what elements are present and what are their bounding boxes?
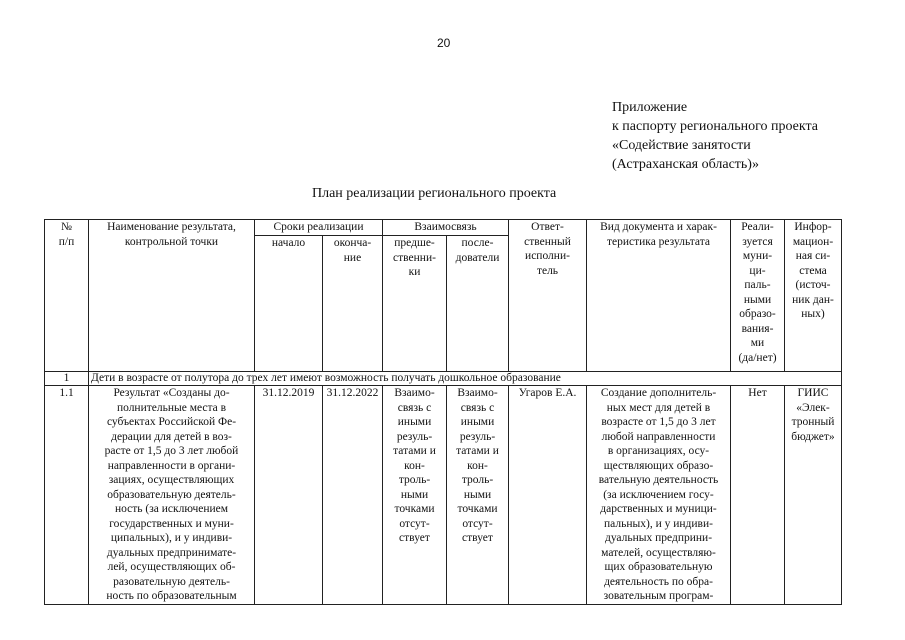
text-line: п/п [58, 235, 75, 248]
header-relation: Взаимосвязь [383, 220, 509, 236]
header-row [45, 220, 842, 236]
text-line: связь с [460, 401, 495, 414]
text-line: Реали- [741, 221, 774, 233]
text-line: щих образовательную [604, 561, 713, 573]
text-line: ность (за исключением [114, 503, 229, 515]
text-line: после- [461, 237, 494, 249]
text-line: ник дан- [792, 293, 834, 306]
text-line: ность по образовательным [106, 590, 237, 602]
text-line: ными [400, 488, 429, 501]
row-successors [447, 386, 509, 605]
text-line: мателей, осуществляю- [601, 546, 716, 559]
text-line: иными [460, 416, 495, 428]
text-line: дуальных предпринимате- [106, 546, 237, 559]
text-line: дерации для детей в воз- [111, 430, 232, 443]
row-predecessors [383, 386, 447, 605]
text-line: исполни- [525, 250, 570, 262]
text-line: образовательную деятель- [107, 488, 236, 501]
text-line: образо- [739, 308, 776, 320]
text-line: ственный [524, 235, 571, 248]
text-line: зуется [742, 235, 773, 248]
text-line: муни- [742, 250, 773, 262]
text-line: бюджет» [791, 430, 835, 443]
group-num: 1 [45, 372, 89, 386]
text-line: кон- [404, 459, 425, 472]
group-text: Дети в возрасте от полутора до трех лет имеют возможность получать дошкольное образование [89, 372, 842, 386]
text-line: мацион- [792, 235, 834, 248]
text-line: Вид документа и харак- [600, 221, 717, 233]
text-line: точками [394, 503, 435, 515]
appendix-caption [612, 98, 818, 174]
row-info-system [785, 386, 842, 605]
text-line: стема [799, 264, 827, 277]
text-line: субъектах Российской Фе- [106, 416, 237, 428]
header-doc-type [587, 220, 731, 372]
text-line: расте от 1,5 до 3 лет любой [104, 445, 239, 457]
header-end [323, 236, 383, 372]
text-line: дователи [455, 251, 500, 264]
text-line: зовательным програм- [603, 590, 714, 602]
text-line: пальных), и у индиви- [604, 517, 713, 530]
text-line: оконча- [333, 237, 372, 249]
text-line: полнительные места в [116, 401, 227, 414]
table-row [45, 386, 842, 605]
text-line: отсут- [462, 517, 493, 530]
text-line: Взаимо- [457, 387, 498, 399]
text-line: отсут- [399, 517, 430, 530]
text-line: татами и [456, 445, 499, 457]
row-responsible: Угаров Е.А. [509, 386, 587, 605]
header-start: начало [255, 236, 323, 372]
text-line: ственни- [393, 251, 436, 264]
text-line: Создание дополнитель- [600, 387, 717, 399]
text-line: разовательную деятель- [113, 575, 230, 588]
text-line: любой направленности [601, 430, 716, 443]
text-line: ци- [749, 264, 766, 277]
text-line: ными [743, 293, 772, 306]
row-municipal: Нет [731, 386, 785, 605]
text-line: Результат «Созданы до- [113, 387, 230, 399]
text-line: контрольной точки [124, 235, 219, 248]
text-line: государственных и муни- [109, 517, 234, 530]
text-line: ципальных), и у индиви- [110, 532, 233, 544]
text-line: ствует [462, 532, 493, 544]
header-successors [447, 236, 509, 372]
text-line: дуальных предприни- [604, 532, 713, 544]
text-line: деятельность по обра- [604, 575, 713, 588]
text-line: предше- [394, 237, 435, 249]
header-responsible [509, 220, 587, 372]
header-timing: Сроки реализации [255, 220, 383, 236]
text-line: Взаимо- [394, 387, 435, 399]
text-line: возрасте от 1,5 до 3 лет [601, 416, 716, 428]
header-municipal [731, 220, 785, 372]
text-line: «Элек- [796, 401, 830, 414]
text-line: направленности в органи- [107, 459, 236, 472]
text-line: тронный [791, 416, 835, 428]
row-num: 1.1 [45, 386, 89, 605]
text-line: лей, осуществляющих об- [107, 561, 236, 573]
header-info-system [785, 220, 842, 372]
text-line: № [61, 221, 72, 233]
plan-title: План реализации регионального проекта [312, 186, 557, 201]
text-line: ными [463, 488, 492, 501]
appendix-line: (Астраханская область)» [612, 157, 759, 172]
text-line: ных) [801, 308, 825, 320]
text-line: вания- [741, 322, 774, 335]
text-line: (за исключением госу- [603, 488, 714, 501]
text-line: троль- [461, 474, 494, 486]
text-line: зациях, осуществляющих [108, 474, 235, 486]
text-line: ки [408, 266, 421, 278]
text-line: Ответ- [531, 221, 564, 233]
text-line: вательную деятельность [598, 474, 719, 486]
text-line: троль- [398, 474, 431, 486]
text-line: ми [750, 337, 765, 349]
text-line: тель [536, 264, 559, 277]
row-start: 31.12.2019 [255, 386, 323, 605]
text-line: резуль- [396, 430, 433, 443]
text-line: ных мест для детей в [606, 401, 711, 414]
text-line: связь с [397, 401, 432, 414]
row-doc-type [587, 386, 731, 605]
text-line: иными [397, 416, 432, 428]
text-line: ГИИС [797, 387, 829, 399]
appendix-line: Приложение [612, 100, 688, 115]
text-line: Инфор- [794, 221, 832, 233]
group-row [45, 372, 842, 386]
plan-table [44, 219, 842, 605]
text-line: Наименование результата, [107, 221, 236, 233]
text-line: резуль- [459, 430, 496, 443]
text-line: ная си- [795, 250, 831, 262]
text-line: теристика результата [606, 235, 711, 248]
text-line: кон- [467, 459, 488, 472]
text-line: ние [343, 251, 362, 264]
text-line: дарственных и муници- [600, 503, 717, 515]
row-name [89, 386, 255, 605]
header-predecessors [383, 236, 447, 372]
text-line: татами и [393, 445, 436, 457]
text-line: точками [457, 503, 498, 515]
text-line: в организациях, осу- [607, 445, 710, 457]
header-name [89, 220, 255, 372]
text-line: паль- [744, 279, 771, 291]
text-line: ществляющих образо- [603, 459, 714, 472]
text-line: (да/нет) [738, 351, 777, 364]
appendix-line: «Содействие занятости [612, 138, 751, 153]
page-number: 20 [437, 36, 451, 50]
header-num [45, 220, 89, 372]
appendix-line: к паспорту регионального проекта [612, 119, 818, 134]
row-end: 31.12.2022 [323, 386, 383, 605]
text-line: ствует [399, 532, 430, 544]
text-line: (источ- [795, 279, 831, 291]
